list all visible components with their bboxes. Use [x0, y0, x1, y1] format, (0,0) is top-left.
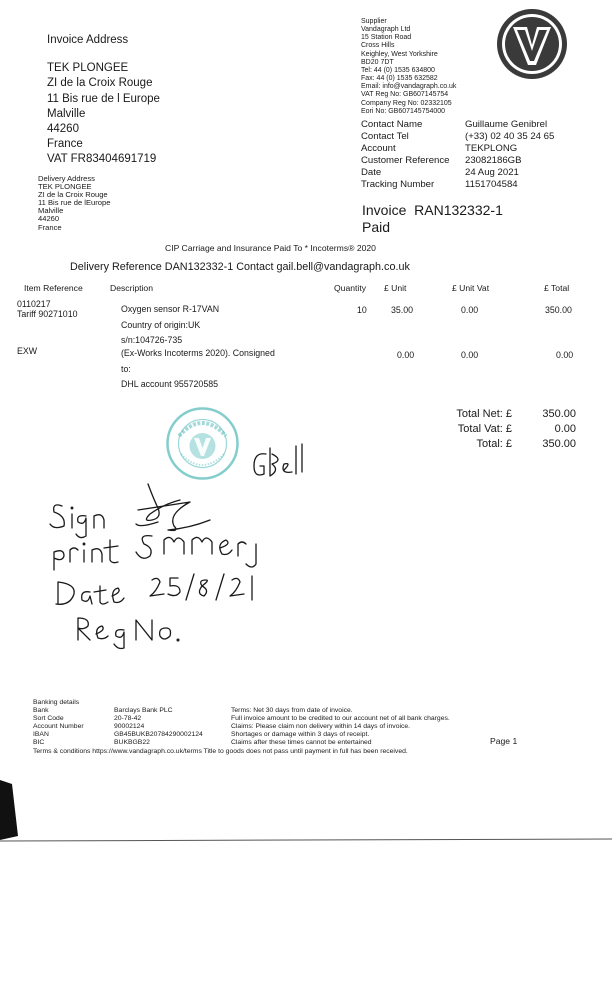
banking-details: [33, 699, 233, 748]
contact-value: 24 Aug 2021: [465, 167, 519, 179]
delivery-address-line: TEK PLONGEE: [38, 182, 92, 192]
contact-row: [361, 119, 601, 131]
supplier-line: Eori No: GB607145754000: [361, 107, 446, 115]
banking-label: Account Number: [33, 723, 84, 731]
row2-unit: 0.00: [397, 350, 415, 360]
col-header-item: Item Reference: [24, 283, 83, 293]
banking-label: BIC: [33, 739, 45, 747]
supplier-line: Company Reg No: 02332105: [361, 99, 452, 107]
supplier-line: Tel: 44 (0) 1535 634800: [361, 66, 435, 74]
banking-label: Sort Code: [33, 715, 64, 723]
terms-line: Shortages or damage within 3 days of receipt.: [231, 731, 370, 739]
invoice-address-title: Invoice Address: [47, 34, 129, 46]
invoice-address-line: 11 Bis rue de l Europe: [47, 92, 160, 105]
description-line: DHL account 955720585: [121, 379, 219, 389]
delivery-address: [38, 175, 110, 232]
contact-label: Contact Tel: [361, 131, 409, 143]
description-line: (Ex-Works Incoterms 2020). Consigned: [121, 348, 275, 358]
terms-line: Claims: Please claim non delivery within 14 days of invoice.: [231, 723, 411, 731]
vandagraph-logo-icon: [496, 8, 568, 80]
total-value: 350.00: [542, 408, 576, 420]
row1-description: [121, 302, 219, 349]
row1-quantity: 10: [357, 305, 367, 315]
banking-row: [33, 707, 233, 715]
invoice-address-line: Malville: [47, 107, 86, 120]
invoice-address-line: TEK PLONGEE: [47, 62, 129, 75]
invoice-totals: [446, 407, 576, 452]
incoterms-line: CIP Carriage and Insurance Paid To * Incoterms® 2020: [165, 243, 376, 253]
total-gross-row: [446, 437, 576, 452]
item-ref-line: 0110217: [17, 299, 51, 309]
contact-row: [361, 155, 601, 167]
total-label: Total: £: [476, 438, 512, 450]
item-ref-line: Tariff 90271010: [17, 309, 78, 319]
invoice-status: Paid: [362, 219, 391, 235]
supplier-line: VAT Reg No: GB607145754: [361, 91, 449, 99]
banking-value: 90002124: [114, 723, 145, 731]
supplier-line: Fax: 44 (0) 1535 632582: [361, 75, 438, 83]
invoice-number: RAN132332-1: [414, 202, 503, 218]
col-header-unit: £ Unit: [384, 283, 407, 293]
page-number: Page 1: [490, 736, 518, 746]
description-line: Country of origin:UK: [121, 319, 201, 330]
banking-value: Barclays Bank PLC: [114, 707, 173, 715]
invoice-label: Invoice: [362, 202, 407, 218]
invoice-vat-number: VAT FR83404691719: [47, 153, 157, 166]
contact-value: TEKPLONG: [465, 143, 518, 155]
invoice-address: [47, 33, 160, 168]
row1-total: 350.00: [545, 305, 572, 315]
delivery-address-line: ZI de la Croix Rouge: [38, 190, 108, 200]
invoice-address-line: 44260: [47, 122, 79, 135]
supplier-line: BD20 7DT: [361, 58, 394, 66]
invoice-address-line: France: [47, 138, 83, 151]
delivery-address-line: Malville: [38, 206, 64, 216]
terms-line: Terms: Net 30 days from date of invoice.: [231, 707, 353, 714]
supplier-line: Keighley, West Yorkshire: [361, 50, 438, 58]
description-line: Oxygen sensor R-17VAN: [121, 304, 220, 314]
banking-value: 20-78-42: [114, 715, 142, 723]
row1-item-ref: [17, 299, 78, 319]
supplier-line: Vandagraph Ltd: [361, 26, 411, 34]
total-label: Total Net: £: [456, 408, 512, 420]
banking-row: [33, 731, 233, 739]
description-line: to:: [121, 363, 131, 374]
banking-row: [33, 715, 233, 723]
contact-label: Tracking Number: [361, 179, 435, 191]
total-label: Total Vat: £: [457, 423, 512, 435]
banking-row: [33, 723, 233, 731]
contact-value: 1151704584: [465, 179, 518, 191]
delivery-address-line: 11 Bis rue de lEurope: [38, 198, 111, 208]
contact-label: Date: [361, 167, 382, 179]
total-value: 350.00: [542, 438, 576, 450]
contact-row: [361, 179, 601, 191]
col-header-description: Description: [110, 283, 153, 293]
supplier-details: [361, 18, 456, 116]
col-header-quantity: Quantity: [334, 283, 367, 293]
contact-label: Contact Name: [361, 119, 423, 130]
terms-line: Full invoice amount to be credited to our account net of all bank charges.: [231, 715, 450, 723]
contact-value: Guillaume Genibrel: [465, 119, 548, 130]
delivery-reference: Delivery Reference DAN132332-1 Contact gail.bell@vandagraph.co.uk: [70, 261, 410, 273]
banking-title: Banking details: [33, 699, 80, 706]
banking-label: Bank: [33, 707, 49, 715]
banking-row: [33, 739, 233, 747]
total-vat-row: [446, 422, 576, 437]
invoice-heading: [362, 202, 503, 236]
row2-unit-vat: 0.00: [461, 350, 479, 360]
row1-unit-vat: 0.00: [461, 305, 479, 315]
contact-row: [361, 167, 601, 179]
supplier-line: Supplier: [361, 18, 387, 25]
supplier-line: 15 Station Road: [361, 34, 412, 42]
row2-total: 0.00: [556, 350, 574, 360]
delivery-address-line: France: [38, 222, 62, 232]
total-net-row: [446, 407, 576, 422]
row1-unit: 35.00: [391, 305, 414, 315]
contact-row: [361, 143, 601, 155]
contact-value: (+33) 02 40 35 24 65: [465, 131, 555, 143]
contact-value: 23082186GB: [465, 155, 522, 167]
row2-item-ref: EXW: [17, 346, 38, 356]
scan-shadow: [0, 780, 22, 840]
total-value: 0.00: [554, 423, 576, 435]
description-line: s/n:104726-735: [121, 335, 183, 345]
scan-edge-line: [0, 838, 612, 844]
payment-terms: [231, 707, 450, 747]
terms-conditions: Terms & conditions https://www.vandagraph.co.uk/terms Title to goods does not pass until payment in full has been received.: [33, 748, 408, 755]
contact-details: [361, 119, 601, 192]
delivery-address-line: 44260: [38, 214, 60, 224]
banking-value: BUKBGB22: [114, 739, 150, 747]
col-header-total: £ Total: [544, 283, 570, 293]
supplier-line: Cross Hills: [361, 42, 395, 50]
banking-value: GB45BUKB20784290002124: [114, 731, 203, 739]
row2-description: [121, 346, 275, 393]
contact-label: Customer Reference: [361, 155, 450, 167]
supplier-line: Email: info@vandagraph.co.uk: [361, 83, 457, 91]
handwritten-signature: [40, 440, 340, 650]
col-header-unit-vat: £ Unit Vat: [452, 283, 490, 293]
terms-line: Claims after these times cannot be entertained: [231, 739, 372, 747]
banking-label: IBAN: [33, 731, 49, 739]
contact-label: Account: [361, 143, 396, 155]
contact-row: [361, 131, 601, 143]
invoice-address-line: ZI de la Croix Rouge: [47, 77, 153, 90]
delivery-address-line: Delivery Address: [38, 174, 95, 183]
